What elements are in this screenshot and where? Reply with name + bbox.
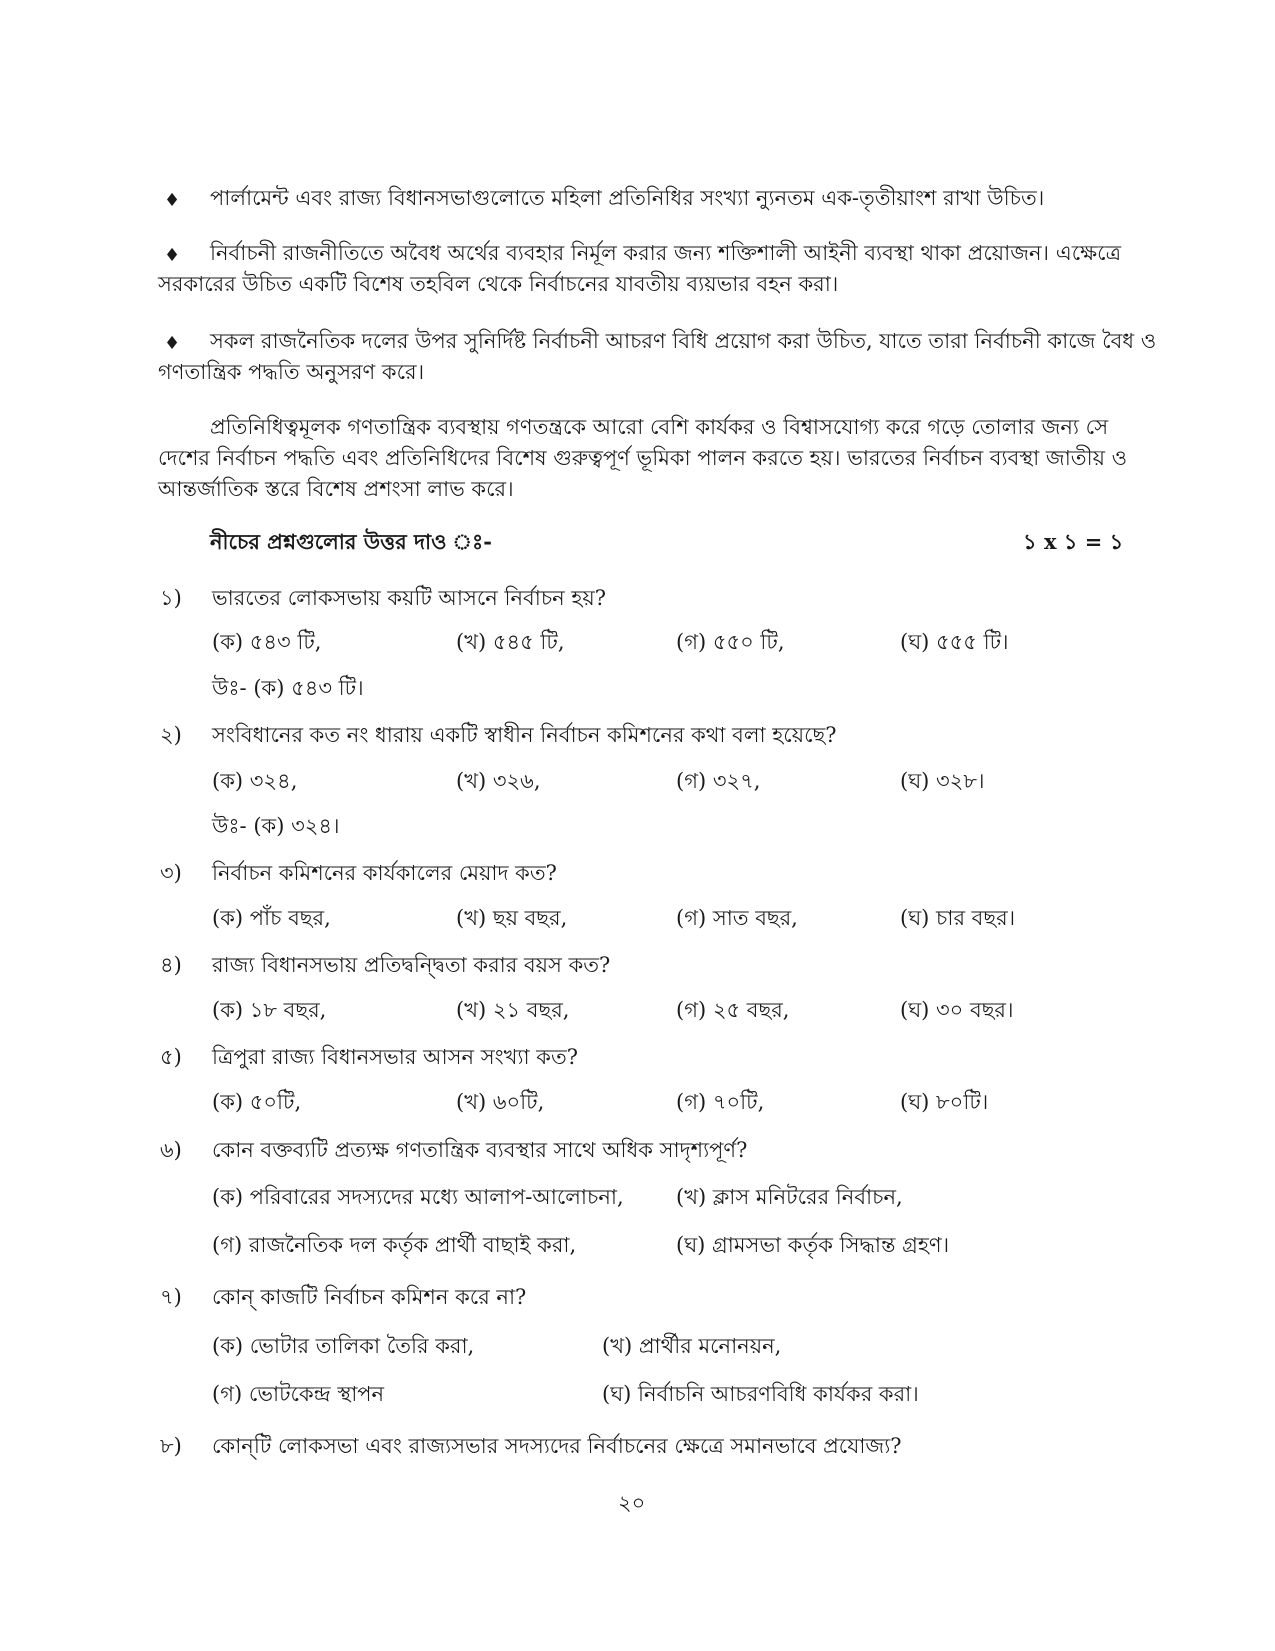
bullet-text-continuation: সরকারের উচিত একটি বিশেষ তহবিল থেকে নির্বাচনের যাবতীয় ব্যয়ভার বহন করা। [158, 272, 839, 296]
question-number: ৮) [160, 1434, 182, 1458]
question-text: কোন বক্তব্যটি প্রত্যক্ষ গণতান্ত্রিক ব্যবস্থার সাথে অধিক সাদৃশ্যপূর্ণ? [212, 1138, 748, 1162]
question-number: ৭) [160, 1285, 182, 1309]
option: (ক) ভোটার তালিকা তৈরি করা, [212, 1334, 475, 1358]
option: (গ) ৩২৭, [676, 769, 761, 793]
option: (গ) রাজনৈতিক দল কর্তৃক প্রার্থী বাছাই করা, [212, 1233, 577, 1257]
option: (খ) ৬০টি, [456, 1090, 545, 1114]
question-number: ১) [160, 586, 182, 610]
question-text: কোন্‌টি লোকসভা এবং রাজ্যসভার সদস্যদের নির্বাচনের ক্ষেত্রে সমানভাবে প্রযোজ্য? [212, 1434, 902, 1458]
option: (খ) ছয় বছর, [456, 906, 568, 930]
option: (ঘ) চার বছর। [900, 906, 1016, 930]
question-number: ৫) [160, 1045, 182, 1069]
option: (গ) সাত বছর, [676, 906, 798, 930]
option: (গ) ৭০টি, [676, 1090, 765, 1114]
bullet-icon: ♦ [164, 190, 181, 211]
question-text: নির্বাচন কমিশনের কার্যকালের মেয়াদ কত? [212, 861, 557, 885]
question-text: রাজ্য বিধানসভায় প্রতিদ্বন্দ্বিতা করার বয়স কত? [212, 953, 611, 977]
question-text: ত্রিপুরা রাজ্য বিধানসভার আসন সংখ্যা কত? [212, 1045, 578, 1069]
question-number: ৩) [160, 861, 182, 885]
bullet-icon: ♦ [164, 333, 181, 354]
option: (ঘ) ৩২৮। [900, 769, 985, 793]
option: (খ) ক্লাস মনিটরের নির্বাচন, [676, 1185, 903, 1209]
option: (ঘ) গ্রামসভা কর্তৃক সিদ্ধান্ত গ্রহণ। [676, 1233, 950, 1257]
paragraph-line: প্রতিনিধিত্বমূলক গণতান্ত্রিক ব্যবস্থায় গণতন্ত্রকে আরো বেশি কার্যকর ও বিশ্বাসযোগ্য করে গড়ে তোলার জন্য সে [210, 415, 1109, 439]
option: (ঘ) ৫৫৫ টি। [900, 630, 1009, 654]
paragraph-line: আন্তর্জাতিক স্তরে বিশেষ প্রশংসা লাভ করে। [158, 477, 514, 501]
section-heading: নীচের প্রশ্নগুলোর উত্তর দাও ঃ- [210, 529, 492, 554]
option: (ক) ৩২৪, [212, 769, 298, 793]
option: (ঘ) নির্বাচনি আচরণবিধি কার্যকর করা। [602, 1382, 919, 1406]
bullet-text: পার্লামেন্ট এবং রাজ্য বিধানসভাগুলোতে মহিলা প্রতিনিধির সংখ্যা ন্যুনতম এক-তৃতীয়াংশ রাখা উচিত। [210, 186, 1045, 210]
question-text: ভারতের লোকসভায় কয়টি আসনে নির্বাচন হয়? [212, 586, 607, 610]
option: (গ) ৫৫০ টি, [676, 630, 785, 654]
question-number: ৪) [160, 953, 182, 977]
option: (ক) ১৮ বছর, [212, 998, 327, 1022]
question-number: ৬) [160, 1138, 182, 1162]
paragraph-line: দেশের নির্বাচন পদ্ধতি এবং প্রতিনিধিদের বিশেষ গুরুত্বপূর্ণ ভূমিকা পালন করতে হয়। ভারতের নির্বাচন ব্যবস্থা জাতীয় ও [158, 446, 1128, 470]
option: (গ) ভোটকেন্দ্র স্থাপন [212, 1382, 385, 1406]
option: (ক) ৫৪৩ টি, [212, 630, 322, 654]
option: (খ) ৫৪৫ টি, [456, 630, 565, 654]
option: (ঘ) ৮০টি। [900, 1090, 989, 1114]
option: (ক) ৫০টি, [212, 1090, 302, 1114]
option: (খ) ২১ বছর, [456, 998, 570, 1022]
question-text: কোন্ কাজটি নির্বাচন কমিশন করে না? [212, 1285, 527, 1309]
option: (খ) প্রার্থীর মনোনয়ন, [602, 1334, 782, 1358]
bullet-text: সকল রাজনৈতিক দলের উপর সুনির্দিষ্ট নির্বাচনী আচরণ বিধি প্রয়োগ করা উচিত, যাতে তারা নির্বাচনী কাজে বৈধ ও [210, 329, 1157, 353]
option: (ক) পাঁচ বছর, [212, 906, 331, 930]
question-number: ২) [160, 723, 182, 747]
option: (ক) পরিবারের সদস্যদের মধ্যে আলাপ-আলোচনা, [212, 1185, 624, 1209]
question-text: সংবিধানের কত নং ধারায় একটি স্বাধীন নির্বাচন কমিশনের কথা বলা হয়েছে? [212, 723, 837, 747]
option: (ঘ) ৩০ বছর। [900, 998, 1014, 1022]
marks-label: ১ x ১ = ১ [1023, 529, 1124, 554]
answer: উঃ- (ক) ৫৪৩ টি। [212, 676, 364, 700]
page-number: ২০ [618, 1491, 646, 1515]
option: (গ) ২৫ বছর, [676, 998, 790, 1022]
bullet-icon: ♦ [164, 245, 181, 266]
bullet-text: নির্বাচনী রাজনীতিতে অবৈধ অর্থের ব্যবহার নির্মূল করার জন্য শক্তিশালী আইনী ব্যবস্থা থাকা প্রয়োজন। এক্ষেত্রে [210, 241, 1122, 265]
option: (খ) ৩২৬, [456, 769, 541, 793]
bullet-text-continuation: গণতান্ত্রিক পদ্ধতি অনুসরণ করে। [158, 360, 425, 384]
answer: উঃ- (ক) ৩২৪। [212, 814, 340, 838]
